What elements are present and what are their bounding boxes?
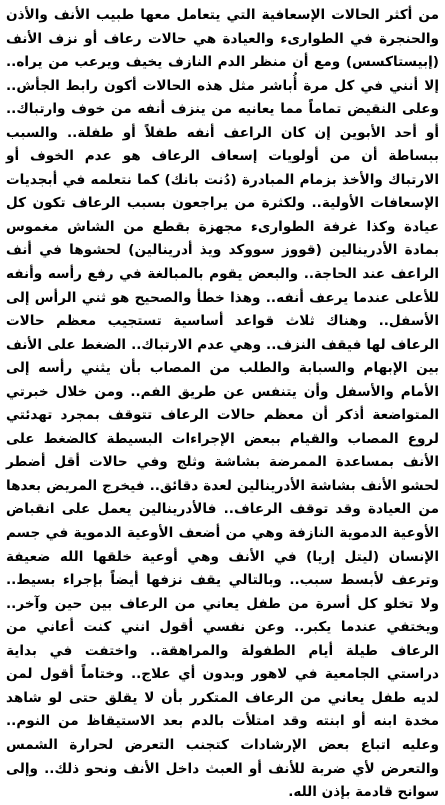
- article-body: من أكثر الحالات الإسعافية التي يتعامل معها طبيب الأنف والأذن والحنجرة في الطوارىء والعيادة هي حالات رعاف أو نزف الأنف (إبيستاكسس) ومع أن منظر الدم النازف يخيف ويرعب من يراه.. إلا أنني في كل مرة أُباشر مثل هذه الحالات أكون رابط الجأش.. وعلى النقيض تماماً مما يعانيه من ينزف أنفه من خوف وارتباك.. أو أحد الأبوين إن كان الراعف أنفه طفلاً أو طفلة.. والسبب ببساطة أن من أولويات إسعاف الرعاف هو عدم الخوف أو الارتباك والأخذ بزمام المبادرة (دُنت بانك) كما نتعلمه في أبجديات الإسعافات الأولية.. ولكثرة من يراجعون بسبب الرعاف تكون كل عيادة وكذا غرفة الطوارىء مجهزة بقطع من الشاش مغموس بمادة الأدرينالين (قووز سووكد ويذ أدرينالين) لحشوها في أنف الراعف عند الحاجة.. والبعض يقوم بالمبالغة في رفع رأسه وأنفه للأعلى عندما يرعف أنفه.. وهذا خطأ والصحيح هو ثني الرأس إلى الأسفل.. وهناك ثلاث قواعد أساسية تستجيب معظم حالات الرعاف لها فيقف النزف.. وهي عدم الارتباك.. الضغط على الأنف بين الإبهام والسبابة والطلب من المصاب بأن يثني رأسه إلى الأمام والأسفل وأن يتنفس عن طريق الفم.. ومن خلال خبرتي المتواضعة أذكر أن معظم حالات الرعاف تتوقف بمجرد تهدئتي لروع المصاب والقيام ببعض الإجراءات البسيطة كالضغط على الأنف بمساعدة الممرضة بشاشة وثلج وفي حالات أقل أضطر لحشو الأنف بشاشة الأدرينالين لعدة دقائق.. فيخرج المريض بعدها من العيادة وقد توقف الرعاف.. فالأدرينالين يعمل على انقباض الأوعية الدموية النازفة وهي من أضعف الأوعية الدموية في جسم الإنسان (ليتل إريا) في الأنف وهي أوعية خلقها الله ضعيفة وترعف لأبسط سبب.. وبالتالي يقف نزفها أيضاً بإجراء بسيط.. ولا تخلو كل أسرة من طفل يعاني من الرعاف بين حين وآخر.. ويختفي عندما يكبر.. وعن نفسي أقول انني كنت أعاني من الرعاف طيلة أيام الطفولة والمراهقة.. واختفت في بداية دراستي الجامعية في لاهور وبدون أي علاج.. وختاماً أقول لمن لديه طفل يعاني من الرعاف المتكرر بأن لا يقلق حتى لو شاهد مخدة ابنه أو ابنته وقد امتلأت بالدم بعد الاستيقاظ من النوم.. وعليه اتباع بعض الإرشادات كتجنب التعرض لحرارة الشمس والتعرض لأي ضربة للأنف أو العبث داخل الأنف ونحو ذلك.. وإلى سوانح قادمة بإذن الله.: [6, 7, 439, 801]
